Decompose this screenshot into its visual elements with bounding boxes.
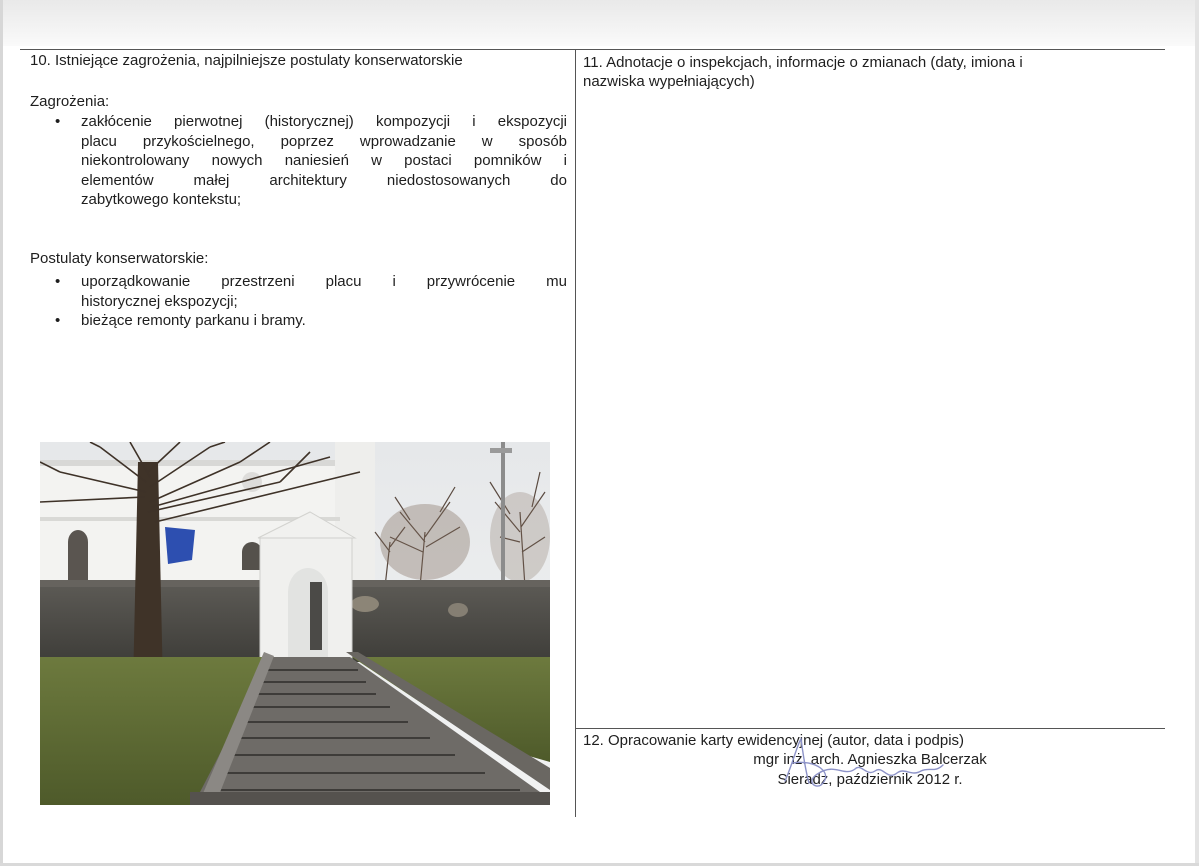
threat-item	[81, 112, 567, 210]
scan-top-border	[0, 0, 1199, 46]
tree-crown-background	[490, 492, 550, 582]
author-name: mgr inż. arch. Agnieszka Balcerzak	[753, 751, 987, 768]
section-11-title-line1: 11. Adnotacje o inspekcjach, informacje o zmianach (daty, imiona i	[583, 54, 1023, 71]
threats-list	[81, 112, 567, 210]
fence-patch	[448, 603, 468, 617]
postulate-line: historycznej ekspozycji;	[81, 292, 238, 310]
church-window	[242, 542, 262, 570]
church-gate-photo	[40, 442, 550, 805]
threat-line: niekontrolowany nowych naniesień w postaci pomników i	[81, 152, 567, 169]
postulate-line: • uporządkowanie przestrzeni placu i przywrócenie mu	[81, 273, 567, 290]
threats-label: Zagrożenia:	[30, 93, 110, 110]
signature-stroke	[785, 739, 943, 786]
section-12-rule	[576, 728, 1165, 729]
scan-left-border	[0, 0, 3, 866]
postulate-line: • bieżące remonty parkanu i bramy.	[81, 312, 306, 329]
threat-line: • zakłócenie pierwotnej (historycznej) kompozycji i ekspozycji	[81, 113, 567, 130]
handwritten-signature	[775, 733, 955, 793]
scan-right-border	[1195, 0, 1199, 866]
postulate-item	[81, 311, 567, 331]
gate-iron-door	[310, 582, 322, 650]
church-window	[68, 530, 88, 582]
section-12-title: 12. Opracowanie karty ewidencyjnej (autor, data i podpis)	[583, 732, 965, 749]
postulate-item	[81, 272, 567, 311]
lamp-post-head	[490, 448, 512, 453]
threat-line: placu przykościelnego, poprzez wprowadzanie w sposób	[81, 132, 567, 150]
postulates-label: Postulaty konserwatorskie:	[30, 250, 209, 267]
column-divider	[575, 49, 576, 817]
threat-line: elementów małej architektury niedostosowanych do	[81, 171, 567, 189]
section-11-title-line2: nazwiska wypełniających)	[583, 73, 755, 90]
section-10-title: 10. Istniejące zagrożenia, najpilniejsze postulaty konserwatorskie	[30, 52, 463, 69]
postulates-list	[81, 272, 567, 331]
church-roof-edge	[40, 460, 375, 466]
threat-line: zabytkowego kontekstu;	[81, 191, 242, 208]
table-top-rule	[20, 49, 1165, 50]
blue-flag	[165, 527, 195, 564]
fence-patch	[351, 596, 379, 612]
tree-crown-background	[380, 504, 470, 580]
lamp-post	[501, 442, 505, 590]
place-date: Sieradz, październik 2012 r.	[777, 770, 963, 788]
stair-bottom	[190, 792, 550, 805]
